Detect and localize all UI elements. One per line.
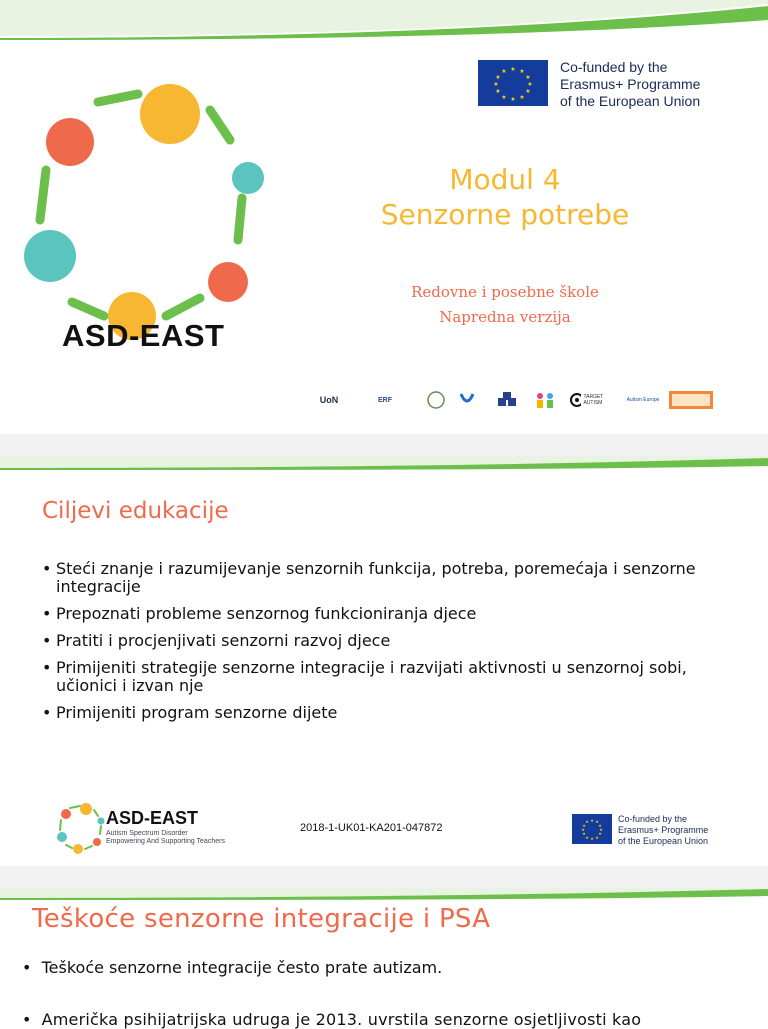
svg-text:★: ★ <box>582 831 586 836</box>
objectives-list <box>42 560 732 731</box>
sensory-bullet-2 <box>22 1010 750 1029</box>
svg-text:★: ★ <box>519 68 525 75</box>
bullet-dot: • <box>22 1010 42 1029</box>
partner-logo-uon-mark: UoN <box>319 395 339 405</box>
svg-text:★: ★ <box>510 66 516 73</box>
objectives-heading: Ciljevi edukacije <box>42 498 229 524</box>
svg-text:★: ★ <box>501 94 507 101</box>
sensory-bullet-2-text: Američka psihijatrijska udruga je 2013. uvrstila senzorne osjetljivosti kao <box>41 1010 642 1029</box>
svg-text:★: ★ <box>595 819 599 824</box>
slide-gap-1 <box>0 434 768 456</box>
svg-text:★: ★ <box>595 835 599 840</box>
list-item: • Steći znanje i razumijevanje senzornih funkcija, potreba, poremećaja i senzorne integracije <box>42 560 732 596</box>
eu-flag-icon <box>478 60 548 106</box>
svg-text:★: ★ <box>585 835 589 840</box>
green-swoosh-objectives <box>0 456 768 470</box>
list-item: • Primijeniti strategije senzorne integracije i razvijati aktivnosti u senzornoj sobi, učionici i izvan nje <box>42 659 732 695</box>
module-subtitle-line-2: Napredna verzija <box>439 308 571 326</box>
eu-cofunded-text <box>560 59 700 110</box>
slide-gap-2 <box>0 866 768 888</box>
partner-logo-autism-europe-text: Autism Europe <box>626 397 660 403</box>
asd-east-small-ring-logo <box>56 802 106 854</box>
eu-footer-line-3: of the European Union <box>618 836 709 846</box>
partner-logo-6 <box>532 388 558 412</box>
eu-flag-icon <box>572 814 612 844</box>
green-swoosh-top <box>0 0 768 40</box>
svg-text:★: ★ <box>519 94 525 101</box>
bullet-dot: • <box>22 958 42 977</box>
eu-line-1: Co-funded by the <box>560 59 668 75</box>
partner-logo-erf-mark: ERF <box>378 396 392 404</box>
sensory-bullet-1 <box>22 958 442 977</box>
asd-east-footer-tagline <box>106 830 225 846</box>
svg-text:★: ★ <box>582 823 586 828</box>
green-swoosh-sensory <box>0 888 768 900</box>
module-title-line-2: Senzorne potrebe <box>380 198 630 231</box>
svg-text:★: ★ <box>585 819 589 824</box>
partner-logo-5 <box>492 388 522 412</box>
module-subtitle <box>340 280 670 330</box>
svg-text:★: ★ <box>598 823 602 828</box>
project-code: 2018-1-UK01-KA201-047872 <box>300 822 443 834</box>
eu-line-3: of the European Union <box>560 93 701 109</box>
partner-logo-target-autism-text: TARGET AUTISM <box>583 394 604 406</box>
title-slide <box>0 0 768 434</box>
svg-text:★: ★ <box>527 81 533 88</box>
partner-logo-3 <box>424 388 448 412</box>
list-item: • Prepoznati probleme senzornog funkcioniranja djece <box>42 605 732 623</box>
asd-tagline-line-1: Autism Spectrum Disorder <box>106 830 188 837</box>
svg-text:★: ★ <box>501 68 507 75</box>
svg-text:★: ★ <box>590 836 594 841</box>
asd-east-ring-logo <box>20 80 270 340</box>
sensory-heading: Teškoće senzorne integracije i PSA <box>32 904 491 934</box>
partner-logo-4 <box>456 388 478 412</box>
asd-east-logo-text: ASD-EAST <box>62 318 225 353</box>
svg-text:★: ★ <box>525 88 531 95</box>
svg-text:★: ★ <box>525 74 531 81</box>
svg-text:★: ★ <box>495 88 501 95</box>
svg-text:★: ★ <box>590 818 594 823</box>
svg-text:★: ★ <box>581 827 585 832</box>
partner-logo-target-autism <box>570 388 616 412</box>
partner-logo-uon <box>310 388 350 412</box>
svg-text:★: ★ <box>599 827 603 832</box>
partner-logo-autism-europe <box>622 388 664 412</box>
eu-cofunded-footer-text <box>618 814 708 847</box>
partner-logo-9 <box>668 388 714 412</box>
partner-logo-erf <box>356 388 414 412</box>
svg-text:★: ★ <box>598 831 602 836</box>
svg-text:★: ★ <box>493 81 499 88</box>
module-title <box>340 162 670 232</box>
asd-tagline-line-2: Empowering And Supporting Teachers <box>106 838 225 845</box>
svg-text:★: ★ <box>495 74 501 81</box>
list-item: • Pratiti i procjenjivati senzorni razvoj djece <box>42 632 732 650</box>
module-subtitle-line-1: Redovne i posebne škole <box>411 283 599 301</box>
sensory-bullet-1-text: Teškoće senzorne integracije često prate autizam. <box>41 958 443 977</box>
eu-footer-line-1: Co-funded by the <box>618 814 688 824</box>
svg-text:★: ★ <box>510 96 516 103</box>
eu-line-2: Erasmus+ Programme <box>560 76 701 92</box>
asd-east-footer-text: ASD-EAST <box>106 808 199 828</box>
list-item: • Primijeniti program senzorne dijete <box>42 704 732 722</box>
module-title-line-1: Modul 4 <box>449 163 561 196</box>
eu-footer-line-2: Erasmus+ Programme <box>618 825 709 835</box>
